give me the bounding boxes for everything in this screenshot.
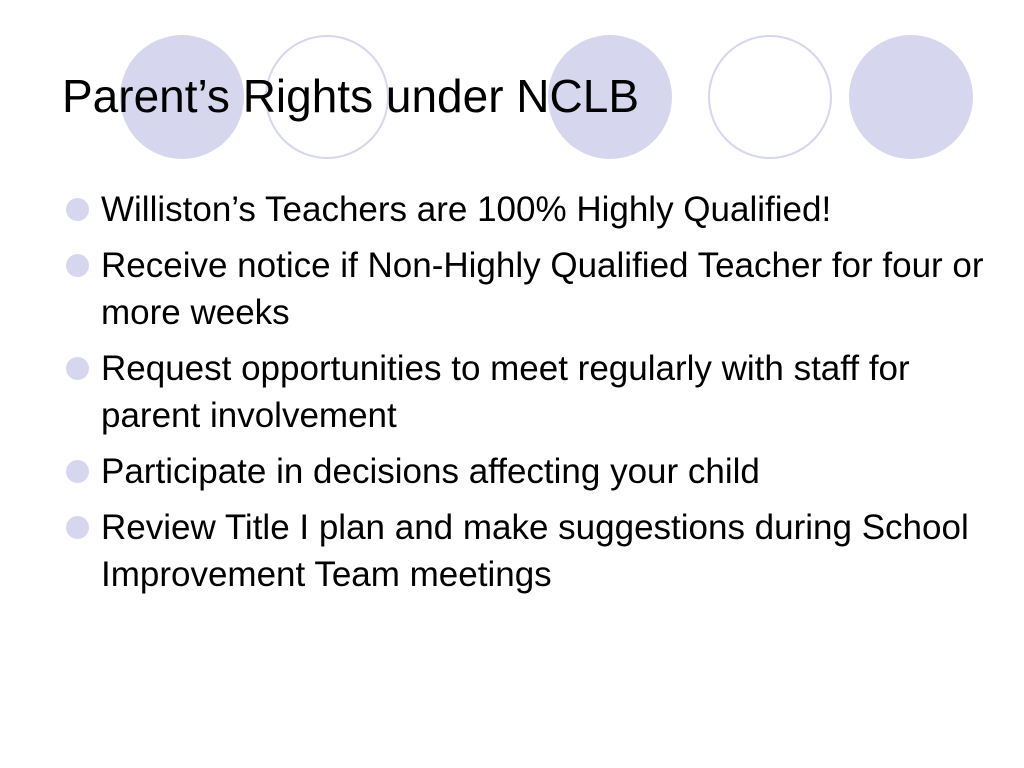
slide-title: Parent’s Rights under NCLB <box>62 70 639 122</box>
bullet-dot-icon <box>66 516 89 539</box>
bullet-dot-icon <box>66 254 89 277</box>
bullet-dot-icon <box>66 357 89 380</box>
bullet-text: Receive notice if Non-Highly Qualified Teacher for four or more weeks <box>101 246 984 332</box>
bullet-item <box>64 242 984 336</box>
bullet-text: Review Title I plan and make suggestions during School Improvement Team meetings <box>101 508 969 594</box>
decorative-circle-outline <box>708 35 832 159</box>
bullet-dot-icon <box>66 460 89 483</box>
bullet-text: Williston’s Teachers are 100% Highly Qualified! <box>101 190 832 229</box>
bullet-list <box>64 186 984 607</box>
bullet-item <box>64 186 984 233</box>
bullet-dot-icon <box>66 198 89 221</box>
bullet-item <box>64 448 984 495</box>
bullet-item <box>64 504 984 598</box>
decorative-circle <box>849 35 973 159</box>
bullet-text: Request opportunities to meet regularly with staff for parent involvement <box>101 349 910 435</box>
bullet-text: Participate in decisions affecting your child <box>101 452 760 491</box>
bullet-item <box>64 345 984 439</box>
